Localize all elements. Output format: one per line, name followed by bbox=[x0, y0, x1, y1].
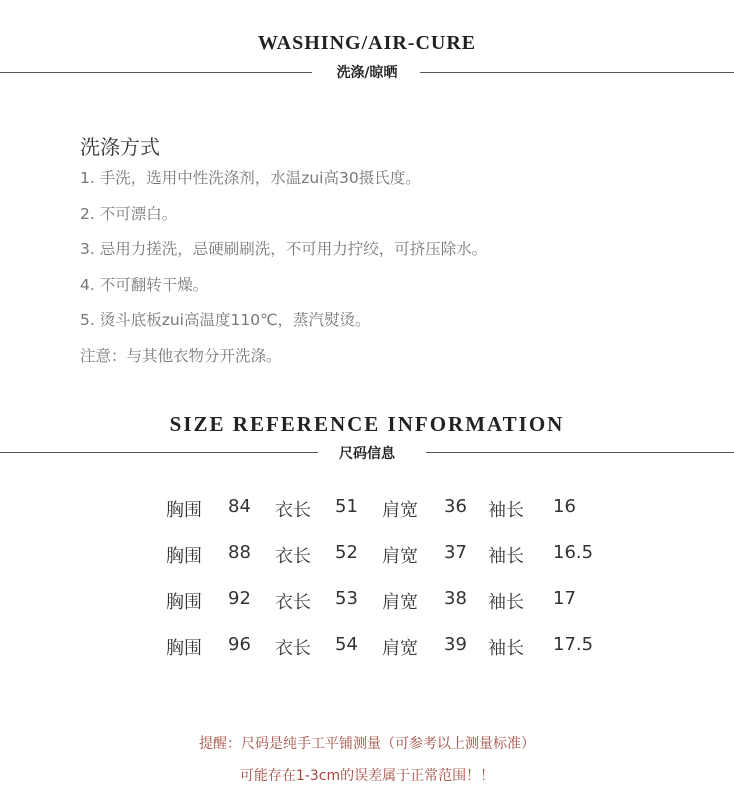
header-divider-right bbox=[420, 72, 734, 73]
chest-label: 胸围 bbox=[166, 592, 202, 613]
sleeve-label: 袖长 bbox=[488, 592, 524, 613]
length-value: 53 bbox=[335, 588, 358, 609]
shoulder-value: 38 bbox=[444, 588, 467, 609]
care-item: 1. 手洗，选用中性洗涤剂，水温zui高30摄氏度。 bbox=[80, 169, 421, 187]
care-heading: 洗涤方式 bbox=[80, 135, 160, 159]
sleeve-value: 17.5 bbox=[553, 634, 594, 655]
washing-title-en: WASHING/AIR-CURE bbox=[257, 32, 477, 54]
washing-title-cn: 洗涤/晾晒 bbox=[336, 65, 398, 81]
sleeve-value: 16 bbox=[553, 496, 576, 517]
header-divider-right bbox=[426, 452, 734, 453]
sleeve-label: 袖长 bbox=[488, 500, 524, 521]
care-item: 2. 不可漂白。 bbox=[80, 204, 178, 223]
chest-value: 96 bbox=[228, 634, 251, 655]
sleeve-label: 袖长 bbox=[488, 546, 524, 567]
chest-label: 胸围 bbox=[166, 638, 202, 659]
care-item: 3. 忌用力搓洗，忌硬刷刷洗，不可用力拧绞，可挤压除水。 bbox=[80, 240, 488, 258]
tolerance-note: 可能存在1-3cm的误差属于正常范围！！ bbox=[239, 768, 495, 784]
care-note: 注意：与其他衣物分开洗涤。 bbox=[80, 346, 282, 365]
length-label: 衣长 bbox=[275, 592, 311, 613]
size-title-cn: 尺码信息 bbox=[339, 446, 395, 462]
chest-label: 胸围 bbox=[166, 546, 202, 567]
sleeve-value: 16.5 bbox=[553, 542, 594, 563]
shoulder-label: 肩宽 bbox=[382, 546, 418, 567]
measurement-reminder: 提醒：尺码是纯手工平铺测量（可参考以上测量标准） bbox=[199, 736, 535, 752]
shoulder-label: 肩宽 bbox=[382, 638, 418, 659]
length-label: 衣长 bbox=[275, 546, 311, 567]
sleeve-value: 17 bbox=[553, 588, 576, 609]
shoulder-value: 36 bbox=[444, 496, 467, 517]
length-value: 51 bbox=[335, 496, 358, 517]
measurement-notes bbox=[0, 732, 734, 796]
shoulder-value: 39 bbox=[444, 634, 467, 655]
length-value: 52 bbox=[335, 542, 358, 563]
care-instructions-list bbox=[80, 166, 487, 379]
care-item: 5. 烫斗底板zui高温度110℃，蒸汽熨烫。 bbox=[80, 311, 371, 329]
care-item: 4. 不可翻转干燥。 bbox=[80, 275, 209, 294]
shoulder-label: 肩宽 bbox=[382, 592, 418, 613]
chest-label: 胸围 bbox=[166, 500, 202, 521]
sleeve-label: 袖长 bbox=[488, 638, 524, 659]
shoulder-value: 37 bbox=[444, 542, 467, 563]
size-title-en: SIZE REFERENCE INFORMATION bbox=[169, 412, 565, 436]
length-label: 衣长 bbox=[275, 500, 311, 521]
length-value: 54 bbox=[335, 634, 358, 655]
length-label: 衣长 bbox=[275, 638, 311, 659]
chest-value: 84 bbox=[228, 496, 251, 517]
chest-value: 88 bbox=[228, 542, 251, 563]
chest-value: 92 bbox=[228, 588, 251, 609]
shoulder-label: 肩宽 bbox=[382, 500, 418, 521]
